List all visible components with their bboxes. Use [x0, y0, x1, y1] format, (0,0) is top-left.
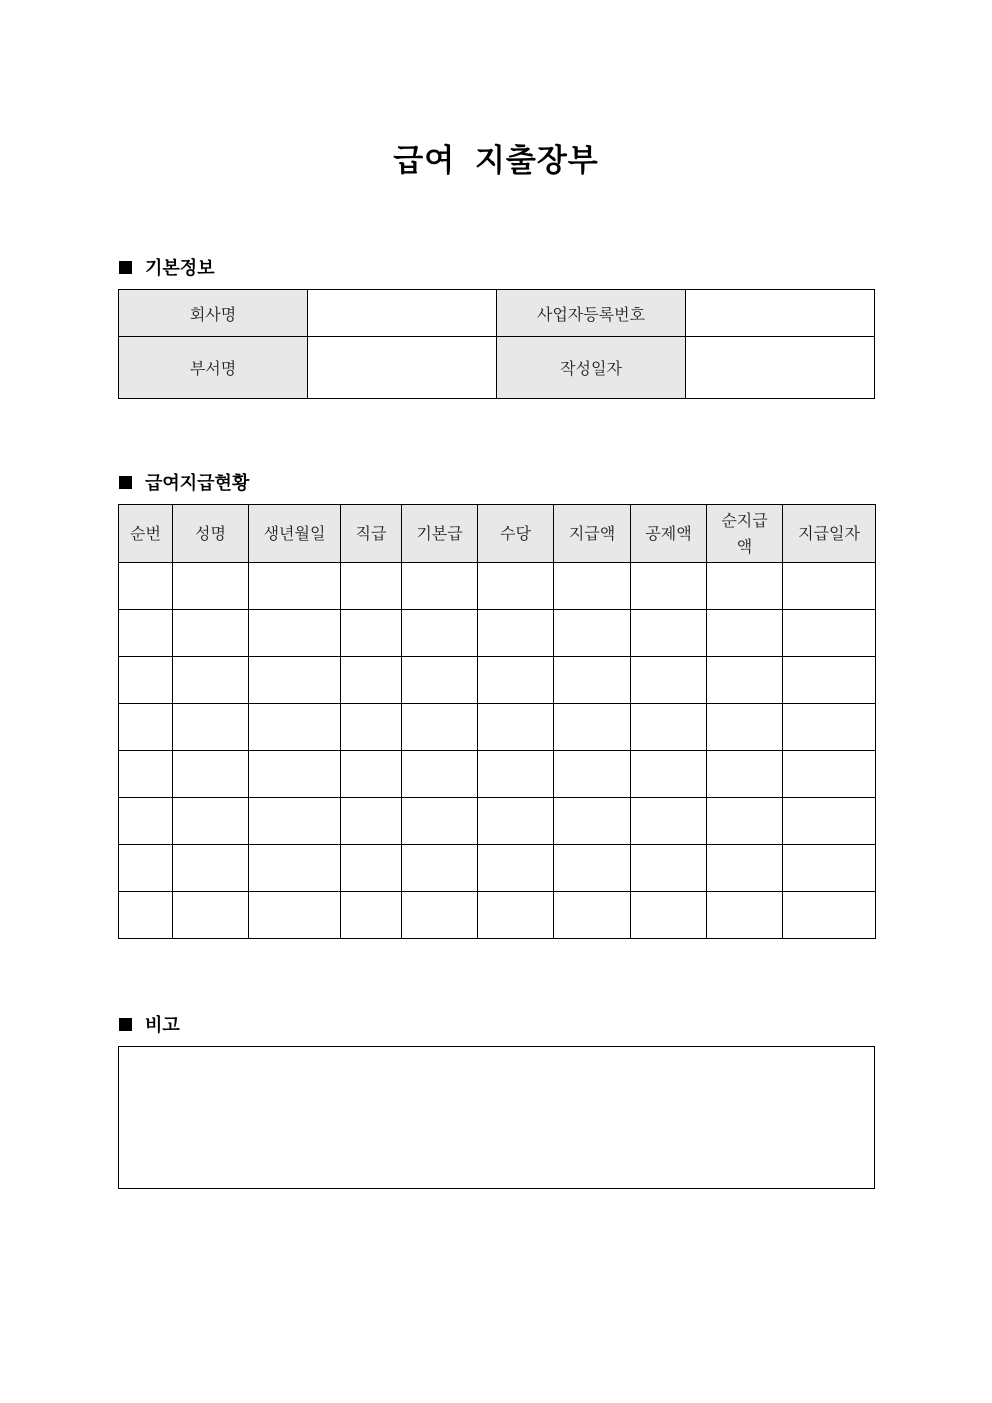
- table-cell[interactable]: [341, 798, 402, 845]
- table-cell[interactable]: [119, 798, 173, 845]
- table-cell[interactable]: [249, 610, 341, 657]
- table-cell[interactable]: [402, 563, 478, 610]
- table-cell[interactable]: [402, 704, 478, 751]
- table-cell[interactable]: [631, 845, 707, 892]
- table-cell[interactable]: [707, 657, 783, 704]
- table-row: [119, 657, 876, 704]
- table-cell[interactable]: [249, 657, 341, 704]
- table-cell[interactable]: [478, 563, 554, 610]
- column-header: 지급액: [554, 505, 631, 563]
- table-cell[interactable]: [119, 751, 173, 798]
- table-cell[interactable]: [707, 610, 783, 657]
- table-cell[interactable]: [554, 751, 631, 798]
- table-cell[interactable]: [402, 610, 478, 657]
- table-cell[interactable]: [783, 751, 876, 798]
- table-cell[interactable]: [402, 751, 478, 798]
- date-written-label: 작성일자: [497, 337, 686, 399]
- table-cell[interactable]: [119, 892, 173, 939]
- table-cell[interactable]: [173, 704, 249, 751]
- table-cell[interactable]: [707, 704, 783, 751]
- section-heading-remarks: [119, 1011, 180, 1037]
- table-cell[interactable]: [707, 563, 783, 610]
- table-cell[interactable]: [554, 798, 631, 845]
- section-title: 급여지급현황: [145, 473, 250, 494]
- section-title: 기본정보: [145, 258, 215, 279]
- table-cell[interactable]: [707, 845, 783, 892]
- table-cell[interactable]: [173, 892, 249, 939]
- page-title: 급여 지출장부: [393, 143, 599, 179]
- table-cell[interactable]: [478, 751, 554, 798]
- section-heading-basic-info: [119, 254, 215, 280]
- table-cell[interactable]: [173, 563, 249, 610]
- basic-info-table: [118, 289, 875, 399]
- remarks-field[interactable]: [118, 1046, 875, 1189]
- square-bullet-icon: [119, 1018, 132, 1031]
- table-cell[interactable]: [173, 751, 249, 798]
- table-cell[interactable]: [173, 657, 249, 704]
- table-cell[interactable]: [478, 657, 554, 704]
- payroll-table: [118, 504, 876, 939]
- table-cell[interactable]: [249, 751, 341, 798]
- table-cell[interactable]: [631, 751, 707, 798]
- table-cell[interactable]: [119, 610, 173, 657]
- table-cell[interactable]: [631, 892, 707, 939]
- table-cell[interactable]: [402, 892, 478, 939]
- column-header: 기본급: [402, 505, 478, 563]
- date-written-field[interactable]: [686, 337, 875, 399]
- table-cell[interactable]: [341, 751, 402, 798]
- table-cell[interactable]: [341, 845, 402, 892]
- table-cell[interactable]: [707, 751, 783, 798]
- table-cell[interactable]: [341, 657, 402, 704]
- table-cell[interactable]: [631, 657, 707, 704]
- table-cell[interactable]: [478, 798, 554, 845]
- table-cell[interactable]: [783, 845, 876, 892]
- company-name-field[interactable]: [308, 290, 497, 337]
- table-cell[interactable]: [783, 704, 876, 751]
- column-header: 직급: [341, 505, 402, 563]
- table-cell[interactable]: [119, 704, 173, 751]
- table-cell[interactable]: [554, 892, 631, 939]
- table-cell[interactable]: [249, 704, 341, 751]
- table-cell[interactable]: [554, 657, 631, 704]
- table-cell[interactable]: [478, 610, 554, 657]
- table-row: [119, 704, 876, 751]
- table-row: [119, 563, 876, 610]
- table-cell[interactable]: [119, 563, 173, 610]
- table-row: [119, 798, 876, 845]
- table-cell[interactable]: [249, 892, 341, 939]
- business-reg-no-field[interactable]: [686, 290, 875, 337]
- table-cell[interactable]: [631, 563, 707, 610]
- table-cell[interactable]: [173, 845, 249, 892]
- column-header: 생년월일: [249, 505, 341, 563]
- section-title: 비고: [145, 1015, 180, 1036]
- table-cell[interactable]: [119, 657, 173, 704]
- table-cell[interactable]: [631, 798, 707, 845]
- table-row: [119, 892, 876, 939]
- table-row: [119, 845, 876, 892]
- table-cell[interactable]: [783, 892, 876, 939]
- table-cell[interactable]: [249, 798, 341, 845]
- table-cell[interactable]: [554, 845, 631, 892]
- table-cell[interactable]: [783, 563, 876, 610]
- payroll-rows: [119, 563, 876, 939]
- table-cell[interactable]: [707, 798, 783, 845]
- table-cell[interactable]: [402, 845, 478, 892]
- table-cell[interactable]: [631, 704, 707, 751]
- table-cell[interactable]: [554, 610, 631, 657]
- table-cell[interactable]: [119, 845, 173, 892]
- department-field[interactable]: [308, 337, 497, 399]
- department-label: 부서명: [119, 337, 308, 399]
- table-row: [119, 751, 876, 798]
- column-header: 순번: [119, 505, 173, 563]
- table-cell[interactable]: [402, 657, 478, 704]
- table-cell[interactable]: [707, 892, 783, 939]
- table-cell[interactable]: [478, 704, 554, 751]
- column-header: 지급일자: [783, 505, 876, 563]
- column-header: 순지급 액: [707, 505, 783, 563]
- table-cell[interactable]: [402, 798, 478, 845]
- table-cell[interactable]: [341, 704, 402, 751]
- table-cell[interactable]: [341, 892, 402, 939]
- section-heading-payroll: [119, 469, 249, 495]
- table-cell[interactable]: [631, 610, 707, 657]
- square-bullet-icon: [119, 261, 132, 274]
- company-name-label: 회사명: [119, 290, 308, 337]
- table-cell[interactable]: [783, 610, 876, 657]
- business-reg-no-label: 사업자등록번호: [497, 290, 686, 337]
- column-header: 성명: [173, 505, 249, 563]
- table-cell[interactable]: [173, 610, 249, 657]
- table-cell[interactable]: [554, 563, 631, 610]
- table-cell[interactable]: [173, 798, 249, 845]
- table-cell[interactable]: [783, 657, 876, 704]
- table-cell[interactable]: [478, 845, 554, 892]
- table-cell[interactable]: [249, 845, 341, 892]
- table-cell[interactable]: [478, 892, 554, 939]
- table-cell[interactable]: [341, 610, 402, 657]
- table-cell[interactable]: [249, 563, 341, 610]
- column-header: 수당: [478, 505, 554, 563]
- table-cell[interactable]: [341, 563, 402, 610]
- table-cell[interactable]: [783, 798, 876, 845]
- table-cell[interactable]: [554, 704, 631, 751]
- payroll-header-row: [119, 505, 876, 563]
- column-header: 공제액: [631, 505, 707, 563]
- table-row: [119, 610, 876, 657]
- square-bullet-icon: [119, 476, 132, 489]
